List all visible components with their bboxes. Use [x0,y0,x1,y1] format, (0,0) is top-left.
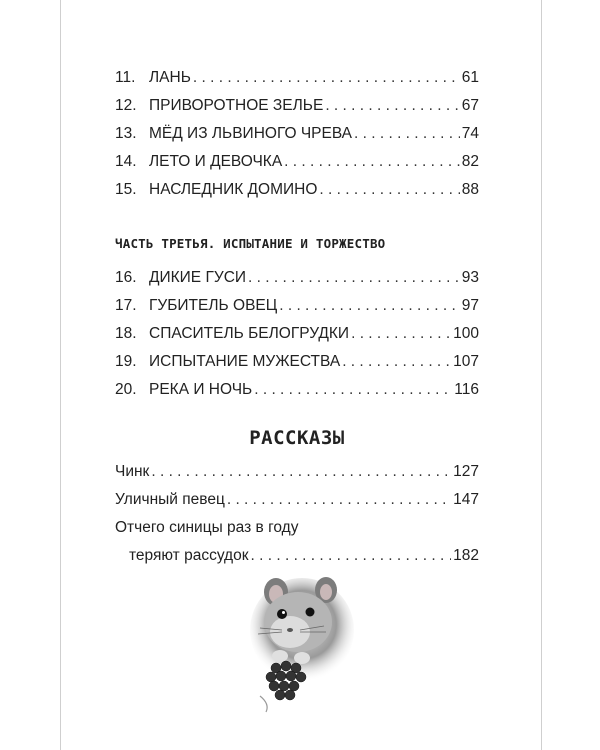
entry-page: 67 [461,97,479,114]
entry-title: РЕКА И НОЧЬ [149,381,253,398]
toc-entry[interactable] [115,490,479,510]
entry-title: Отчего синицы раз в году [115,519,299,536]
dot-leader [351,324,451,344]
entry-number: 13. [115,125,137,142]
entry-number: 19. [115,353,137,370]
entry-title: Уличный певец [115,491,225,508]
entry-title: СПАСИТЕЛЬ БЕЛОГРУДКИ [149,325,350,342]
dot-leader [151,462,451,482]
entry-title: МЁД ИЗ ЛЬВИНОГО ЧРЕВА [149,125,352,142]
toc-entry[interactable] [115,152,479,172]
hamster-with-raspberry-icon [240,570,360,720]
dot-leader [284,152,460,172]
entry-title: ИСПЫТАНИЕ МУЖЕСТВА [149,353,341,370]
dot-leader [193,68,460,88]
entry-page: 97 [461,297,479,314]
toc-entry[interactable] [115,546,479,566]
toc-entry[interactable] [115,296,479,316]
entry-number: 14. [115,153,137,170]
entry-title: ЛЕТО И ДЕВОЧКА [149,153,283,170]
entry-page: 127 [453,463,479,480]
entry-page: 100 [453,325,479,342]
entry-page: 93 [461,269,479,286]
entry-number: 16. [115,269,137,286]
entry-page: 116 [454,381,479,398]
toc-entry[interactable] [115,268,479,288]
entry-title: ПРИВОРОТНОЕ ЗЕЛЬЕ [149,97,324,114]
entry-page: 74 [461,125,479,142]
toc-entry[interactable] [115,180,479,200]
entry-title: НАСЛЕДНИК ДОМИНО [149,181,318,198]
toc-entry-title-line[interactable] [115,518,479,538]
entry-page: 107 [453,353,479,370]
toc-entry[interactable] [115,124,479,144]
dot-leader [319,180,459,200]
dot-leader [251,546,452,566]
entry-page: 88 [461,181,479,198]
dot-leader [248,268,460,288]
entry-number: 18. [115,325,137,342]
entry-page: 82 [461,153,479,170]
entry-page: 182 [453,547,479,564]
dot-leader [354,124,460,144]
entry-title: ГУБИТЕЛЬ ОВЕЦ [149,297,278,314]
part-heading: ЧАСТЬ ТРЕТЬЯ. ИСПЫТАНИЕ И ТОРЖЕСТВО [115,236,386,251]
dot-leader [342,352,451,372]
entry-title: Чинк [115,463,150,480]
entry-title: ЛАНЬ [149,69,191,86]
dot-leader [227,490,451,510]
toc-entry[interactable] [115,380,479,400]
entry-title: ДИКИЕ ГУСИ [149,269,247,286]
entry-number: 11. [115,69,136,86]
dot-leader [254,380,452,400]
entry-page: 147 [453,491,479,508]
toc-entry[interactable] [115,96,479,116]
entry-number: 17. [115,297,137,314]
dot-leader [325,96,459,116]
toc-entry[interactable] [115,324,479,344]
entry-number: 12. [115,97,137,114]
toc-entry[interactable] [115,462,479,482]
toc-entry[interactable] [115,68,479,88]
entry-number: 20. [115,381,137,398]
toc-entry[interactable] [115,352,479,372]
entry-page: 61 [461,69,479,86]
entry-title-continued: теряют рассудок [129,547,249,564]
section-heading: РАССКАЗЫ [249,427,345,449]
dot-leader [279,296,460,316]
entry-number: 15. [115,181,137,198]
